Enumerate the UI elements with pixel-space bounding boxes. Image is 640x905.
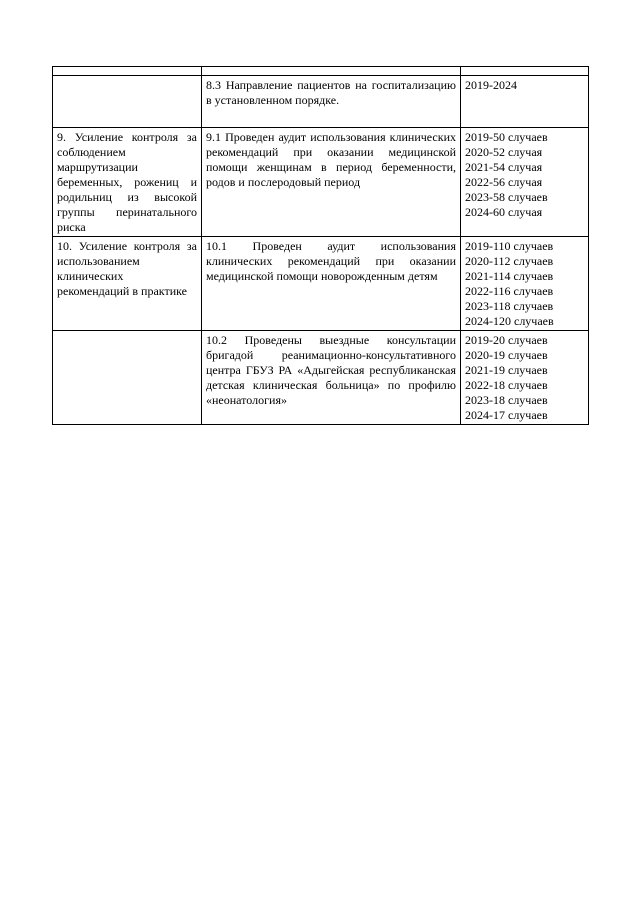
result-line: 2021-19 случаев bbox=[465, 363, 548, 377]
result-line: 2023-58 случаев bbox=[465, 190, 548, 204]
result-line: 2022-116 случаев bbox=[465, 284, 554, 298]
goal-cell bbox=[53, 67, 202, 76]
result-line: 2024-17 случаев bbox=[465, 408, 548, 422]
result-line: 2023-118 случаев bbox=[465, 299, 554, 313]
goal-cell: 10. Усиление контроля за использованием клинических рекомендаций в практике bbox=[53, 237, 202, 331]
result-line: 2019-2024 bbox=[465, 78, 517, 92]
table-row bbox=[53, 237, 589, 331]
result-line: 2019-50 случаев bbox=[465, 130, 548, 144]
results-cell bbox=[461, 76, 589, 128]
results-cell bbox=[461, 237, 589, 331]
measures-table bbox=[52, 66, 589, 425]
table-row bbox=[53, 128, 589, 237]
table-row bbox=[53, 76, 589, 128]
result-line: 2024-120 случаев bbox=[465, 314, 554, 328]
result-line: 2020-52 случая bbox=[465, 145, 543, 159]
result-line: 2023-18 случаев bbox=[465, 393, 548, 407]
activity-cell: 8.3 Направление пациентов на госпитализацию в установленном порядке. bbox=[202, 76, 461, 128]
goal-cell bbox=[53, 331, 202, 425]
table-row bbox=[53, 67, 589, 76]
result-line: 2019-110 случаев bbox=[465, 239, 554, 253]
result-line: 2022-18 случаев bbox=[465, 378, 548, 392]
result-line: 2022-56 случая bbox=[465, 175, 543, 189]
results-cell bbox=[461, 331, 589, 425]
result-line: 2024-60 случая bbox=[465, 205, 543, 219]
activity-cell: 10.2 Проведены выездные консультации бригадой реанимационно-консультативного центра ГБУЗ РА «Адыгейская республиканская детская клиническая больница» по профилю «неонатология» bbox=[202, 331, 461, 425]
activity-cell bbox=[202, 67, 461, 76]
result-line: 2021-114 случаев bbox=[465, 269, 554, 283]
results-cell bbox=[461, 128, 589, 237]
result-line: 2021-54 случая bbox=[465, 160, 543, 174]
activity-cell: 9.1 Проведен аудит использования клинических рекомендаций при оказании медицинской помощи женщинам в период беременности, родов и послеродовый период bbox=[202, 128, 461, 237]
result-line: 2019-20 случаев bbox=[465, 333, 548, 347]
result-line: 2020-19 случаев bbox=[465, 348, 548, 362]
result-line: 2020-112 случаев bbox=[465, 254, 554, 268]
table-row bbox=[53, 331, 589, 425]
activity-cell: 10.1 Проведен аудит использования клинических рекомендаций при оказании медицинской помощи новорожденным детям bbox=[202, 237, 461, 331]
results-cell bbox=[461, 67, 589, 76]
goal-cell: 9. Усиление контроля за соблюдением маршрутизации беременных, рожениц и родильниц из высокой группы перинатального риска bbox=[53, 128, 202, 237]
goal-cell bbox=[53, 76, 202, 128]
